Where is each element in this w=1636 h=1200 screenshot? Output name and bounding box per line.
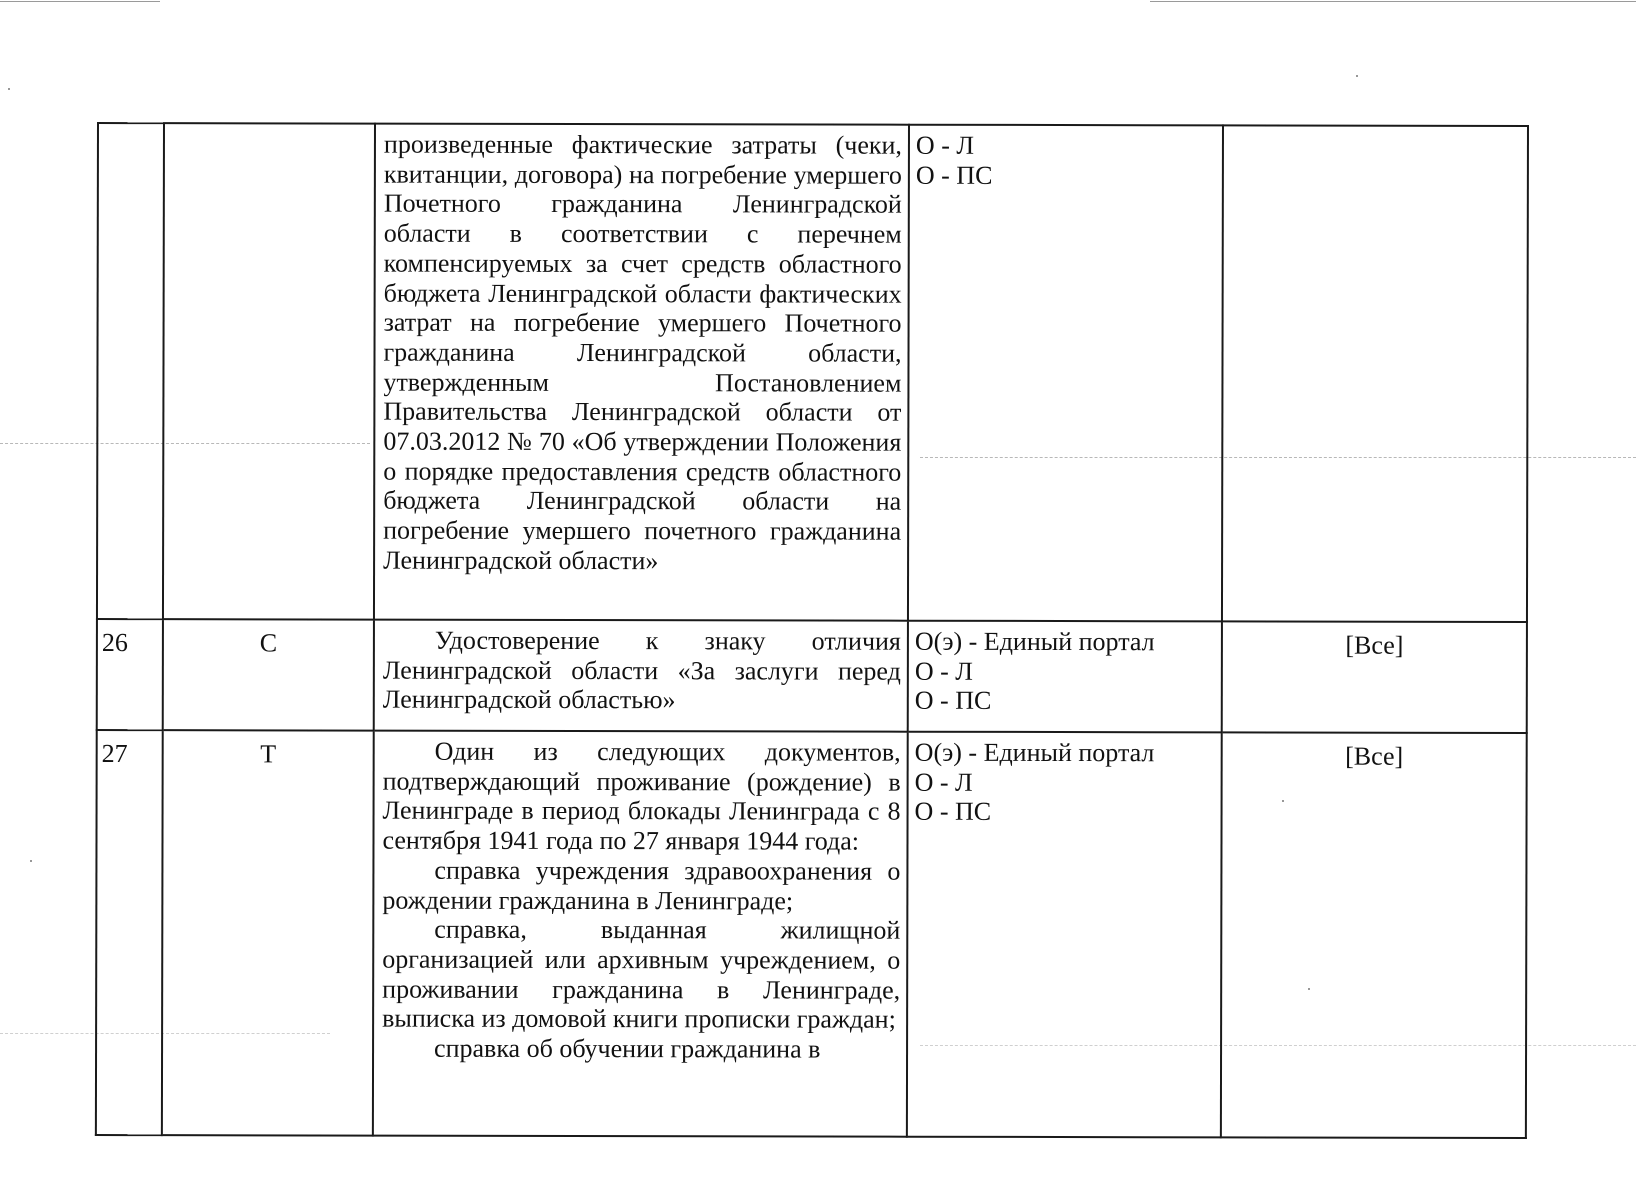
- document-paragraph: справка учреждения здравоохранения о рождении гражданина в Ленинграде;: [382, 855, 901, 915]
- row-number-cell: 27: [96, 730, 163, 1135]
- submission-form-item: О(э) - Единый портал: [914, 626, 1155, 657]
- scan-artifact-line: [1150, 1, 1636, 2]
- document-paragraph: справка, выданная жилищной организацией или архивным учреждением, о проживании гражданина в Ленинграде, выписка из домовой книги прописки граждан;: [382, 914, 901, 1035]
- document-paragraph: произведенные фактические затраты (чеки, квитанции, договора) на погребение умершего Почетного гражданина Ленинградской области в соответствии с перечнем компенсируемых за счет средств областного бюджета Ленинградской области фактических затрат на погребение умершего Почетного гражданина Ленинградской области, утвержденным Постановлением Правительства Ленинградской области от 07.03.2012 № 70 «Об утверждении Положения о порядке предоставления средств областного бюджета Ленинградской области на погребение умершего почетного гражданина Ленинградской области»: [383, 129, 902, 576]
- submission-form-item: О - ПС: [915, 160, 993, 190]
- submission-form-item: О - Л: [914, 767, 973, 797]
- table-row: [97, 123, 1528, 622]
- row-code-cell: Т: [162, 730, 374, 1135]
- row-code-cell: С: [163, 619, 374, 730]
- category-cell: [Все]: [1221, 732, 1527, 1138]
- table-row: [97, 619, 1527, 733]
- scan-speck: [1356, 75, 1358, 77]
- document-paragraph: справка об обучении гражданина в: [434, 1033, 821, 1064]
- document-table: [95, 122, 1529, 1139]
- row-code-cell: [163, 123, 375, 619]
- row-number-cell: 26: [97, 619, 163, 730]
- document-paragraph: Удостоверение к знаку отличия Ленинградской области «За заслуги перед Ленинградской областью»: [382, 625, 901, 715]
- category-cell: [Все]: [1222, 621, 1527, 733]
- document-description-cell: [374, 124, 909, 621]
- document-description-cell: [373, 731, 908, 1137]
- submission-form-item: О - Л: [915, 130, 975, 160]
- table-row: [96, 730, 1527, 1138]
- submission-form-item: О - ПС: [914, 686, 992, 716]
- row-number-cell: [97, 123, 164, 619]
- submission-form-item: О - Л: [914, 656, 973, 686]
- submission-form-item: О - ПС: [914, 797, 992, 827]
- submission-form-cell: [908, 621, 1222, 733]
- submission-form-item: О(э) - Единый портал: [914, 737, 1155, 768]
- scan-speck: [8, 88, 10, 90]
- document-paragraph: Один из следующих документов, подтверждающий проживание (рождение) в Ленинграде в период блокады Ленинграда с 8 сентября 1941 года по 27 января 1944 года:: [382, 736, 901, 856]
- document-description-cell: [374, 620, 908, 732]
- scan-artifact-line: [0, 1, 160, 2]
- category-cell: [1222, 125, 1528, 622]
- submission-form-cell: [908, 125, 1223, 622]
- scan-speck: [30, 860, 32, 862]
- submission-form-cell: [907, 732, 1222, 1138]
